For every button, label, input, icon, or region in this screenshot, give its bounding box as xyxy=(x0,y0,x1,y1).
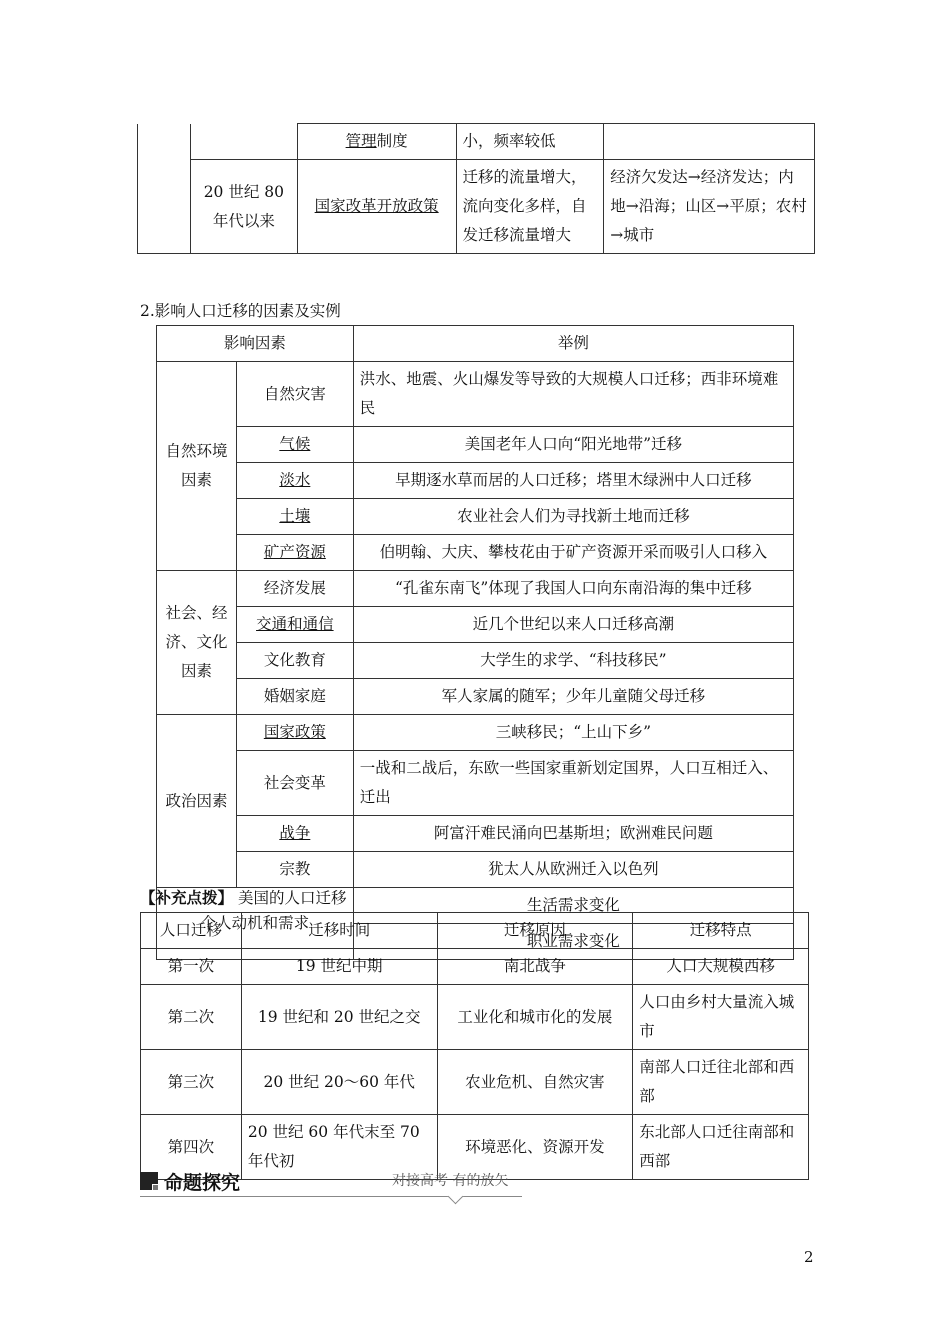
notch-marker xyxy=(448,1189,464,1205)
divider xyxy=(140,1196,522,1197)
factor-cell: 婚姻家庭 xyxy=(236,679,353,715)
table-cell: 第一次 xyxy=(141,949,242,985)
table-cell: 人口大规模西移 xyxy=(633,949,809,985)
table-cell: 南部人口迁往北部和西部 xyxy=(633,1050,809,1115)
section-banner xyxy=(140,1167,522,1197)
table-cell: 第三次 xyxy=(141,1050,242,1115)
factor-group: 政治因素 xyxy=(157,715,237,888)
table-cell: 环境恶化、资源开发 xyxy=(437,1115,633,1180)
example-cell: 阿富汗难民涌向巴基斯坦；欧洲难民问题 xyxy=(353,816,793,852)
factor-cell: 淡水 xyxy=(236,463,353,499)
example-cell: 生活需求变化 xyxy=(353,888,793,924)
factor-cell: 战争 xyxy=(236,816,353,852)
example-cell: 犹太人从欧洲迁入以色列 xyxy=(353,852,793,888)
header-cell: 迁移原因 xyxy=(437,913,633,949)
header-example: 举例 xyxy=(353,326,793,362)
feature-cell: 迁移的流量增大，流向变化多样，自发迁移流量增大 xyxy=(456,160,604,254)
policy-cell: 国家改革开放政策 xyxy=(297,160,456,254)
supplement-title: 美国的人口迁移 xyxy=(237,889,347,907)
feature-cell: 小，频率较低 xyxy=(456,124,604,160)
factor-cell: 交通和通信 xyxy=(236,607,353,643)
square-block-icon xyxy=(140,1172,158,1190)
migration-history-table-continued xyxy=(137,123,815,254)
example-cell: 近几个世纪以来人口迁移高潮 xyxy=(353,607,793,643)
table-cell: 人口由乡村大量流入城市 xyxy=(633,985,809,1050)
table-row xyxy=(141,985,809,1050)
supplement-tag: 【补充点拨】 xyxy=(140,888,234,907)
table-cell: 第四次 xyxy=(141,1115,242,1180)
example-cell: 军人家属的随军；少年儿童随父母迁移 xyxy=(353,679,793,715)
table-row xyxy=(141,949,809,985)
table-cell: 农业危机、自然灾害 xyxy=(437,1050,633,1115)
factor-cell: 社会变革 xyxy=(236,751,353,816)
example-cell: 大学生的求学、“科技移民” xyxy=(353,643,793,679)
example-cell: 洪水、地震、火山爆发等导致的大规模人口迁移；西非环境难民 xyxy=(353,362,793,427)
factor-cell: 宗教 xyxy=(236,852,353,888)
example-cell: 农业社会人们为寻找新土地而迁移 xyxy=(353,499,793,535)
table-cell: 20 世纪 20～60 年代 xyxy=(241,1050,437,1115)
us-migration-table xyxy=(140,912,809,1180)
section-heading: 2.影响人口迁移的因素及实例 xyxy=(140,302,341,320)
factor-cell: 国家政策 xyxy=(236,715,353,751)
header-factor: 影响因素 xyxy=(157,326,354,362)
period-cell: 20 世纪 80 年代以来 xyxy=(190,160,297,254)
table-cell: 19 世纪和 20 世纪之交 xyxy=(241,985,437,1050)
example-cell: 三峡移民；“上山下乡” xyxy=(353,715,793,751)
direction-cell xyxy=(604,124,815,160)
factor-group: 社会、经济、文化因素 xyxy=(157,571,237,715)
table-cell: 20 世纪 60 年代末至 70 年代初 xyxy=(241,1115,437,1180)
supplement-heading xyxy=(140,886,346,908)
table-cell: 19 世纪中期 xyxy=(241,949,437,985)
direction-cell: 经济欠发达→经济发达；内地→沿海；山区→平原；农村→城市 xyxy=(604,160,815,254)
table-cell: 南北战争 xyxy=(437,949,633,985)
example-cell: “孔雀东南飞”体现了我国人口向东南沿海的集中迁移 xyxy=(353,571,793,607)
factor-group: 个人动机和需求 xyxy=(157,888,354,960)
table-cell: 工业化和城市化的发展 xyxy=(437,985,633,1050)
example-cell: 早期逐水草而居的人口迁移；塔里木绿洲中人口迁移 xyxy=(353,463,793,499)
factor-cell: 矿产资源 xyxy=(236,535,353,571)
header-cell: 迁移时间 xyxy=(241,913,437,949)
factor-cell: 文化教育 xyxy=(236,643,353,679)
factor-cell: 气候 xyxy=(236,427,353,463)
stage-cell-empty xyxy=(138,124,191,254)
period-cell-empty xyxy=(190,124,297,160)
example-cell: 一战和二战后，东欧一些国家重新划定国界，人口互相迁入、迁出 xyxy=(353,751,793,816)
example-cell: 美国老年人口向“阳光地带”迁移 xyxy=(353,427,793,463)
factor-group: 自然环境因素 xyxy=(157,362,237,571)
page-number: 2 xyxy=(804,1248,814,1266)
migration-factors-table xyxy=(156,325,794,960)
example-cell: 职业需求变化 xyxy=(353,924,793,960)
header-cell: 迁移特点 xyxy=(633,913,809,949)
policy-cell: 管理制度 xyxy=(297,124,456,160)
example-cell: 伯明翰、大庆、攀枝花由于矿产资源开采而吸引人口移入 xyxy=(353,535,793,571)
section-title: 命题探究 xyxy=(164,1172,241,1194)
factor-cell: 自然灾害 xyxy=(236,362,353,427)
table-cell: 第二次 xyxy=(141,985,242,1050)
factor-cell: 土壤 xyxy=(236,499,353,535)
table-cell: 东北部人口迁往南部和西部 xyxy=(633,1115,809,1180)
section-tagline: 对接高考 有的放矢 xyxy=(392,1173,509,1189)
header-cell: 人口迁移 xyxy=(141,913,242,949)
table-row xyxy=(141,1050,809,1115)
factor-cell: 经济发展 xyxy=(236,571,353,607)
